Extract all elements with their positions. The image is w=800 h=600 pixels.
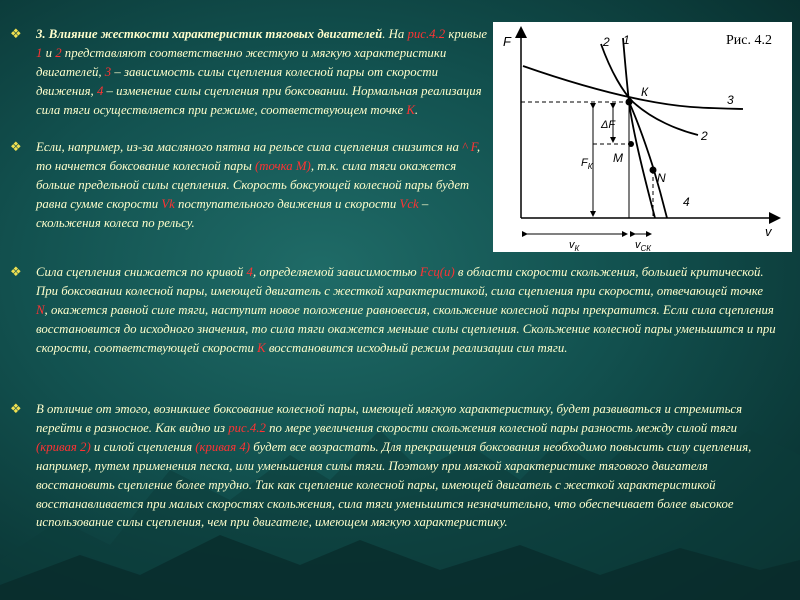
- curve-2: [601, 44, 698, 135]
- characteristics-diagram: [493, 22, 792, 252]
- bullet-icon: ❖: [10, 264, 22, 279]
- curve-label-3: 3: [727, 93, 734, 107]
- paragraph-3: Сила сцепления снижается по кривой 4, определяемой зависимостью Fcц(u) в области скорости скольжения, большей критической. При боксовании колесной пары, имеющей двигатель с жесткой характеристикой, сила сцепления при скорости, отвечающей точке N, окажется равной силе тяги, наступит новое положение равновесия, скольжение колесной пары прекратится. Если сила сцепления восстановится до исходного значения, то сила тяги окажется меньше силы сцепления. Скольжение колесной пары уменьшится и при скорости, соответствующей скорости К восстановится исходный режим реализации сил тяги.: [36, 265, 776, 355]
- curve-4: [629, 102, 667, 218]
- bullet-icon: ❖: [10, 26, 22, 41]
- bullet-icon: ❖: [10, 401, 22, 416]
- axis-label-v: v: [765, 224, 772, 239]
- curve-label-4: 4: [683, 195, 690, 209]
- point-label-n: N: [657, 171, 666, 185]
- figure-4-2: [493, 22, 792, 252]
- delta-f-label: ΔF: [601, 119, 616, 131]
- fk-label: $F_К$: [581, 157, 593, 171]
- paragraph-4: В отличие от этого, возникшее боксование колесной пары, имеющей мягкую характеристику, будет развиваться и стремиться перейти в разносное. Как видно из рис.4.2 по мере увеличения скорости скольжения колесной пары разность между силой тяги (кривая 2) и силой сцепления (кривая 4) будет все возрастать. Для прекращения боксования необходимо повысить силу сцепления, например, путем применения песка, или уменьшения силы тяги. Поэтому при мягкой характеристике тягового двигателя восстановить сцепление более трудно. Так как сцепление колесной пары, имеющей двигатель с жесткой характеристикой восстанавливается при малых скоростях скольжения, сила тяги уменьшится незначительно, что обеспечивает более высокое использование силы сцепления, чем при двигателе, имеющем мягкую характеристику.: [36, 402, 752, 530]
- curve-label-2: 2: [603, 35, 610, 49]
- point-label-k: К: [641, 85, 649, 99]
- paragraph-2: Если, например, из-за масляного пятна на рельсе сила сцепления снизится на ^ F, то начнется боксование колесной пары (точка М), т.к. сила тяги окажется больше предельной силы сцепления. Скорость боксующей колесной пары будет равна сумме скорости Vk поступательного движения и скорости Vck – скольжения колеса по рельсу.: [36, 140, 481, 230]
- figure-ref: рис.4.2: [407, 27, 446, 41]
- axis-label-f: F: [503, 34, 511, 49]
- curve-label-2b: 2: [701, 129, 708, 143]
- point-label-m: М: [613, 151, 623, 165]
- p1-title: 3. Влияние жесткости характеристик тяговых двигателей: [36, 27, 383, 41]
- vck-label: $v_{СК}$: [635, 239, 651, 252]
- paragraph-1: 3. Влияние жесткости характеристик тяговых двигателей. На рис.4.2 кривые 1 и 2 представляют соответственно жесткую и мягкую характеристики двигателей, 3 – зависимость силы сцепления колесной пары от скорости движения, 4 – изменение силы сцепления при боксовании. Нормальная реализация сила тяги осуществляется при режиме, соответствующем точке К.: [36, 27, 488, 117]
- figure-caption: Рис. 4.2: [726, 33, 772, 48]
- bullet-icon: ❖: [10, 139, 22, 154]
- curve-label-1: 1: [623, 33, 630, 47]
- vk-label: $v_К$: [569, 239, 580, 252]
